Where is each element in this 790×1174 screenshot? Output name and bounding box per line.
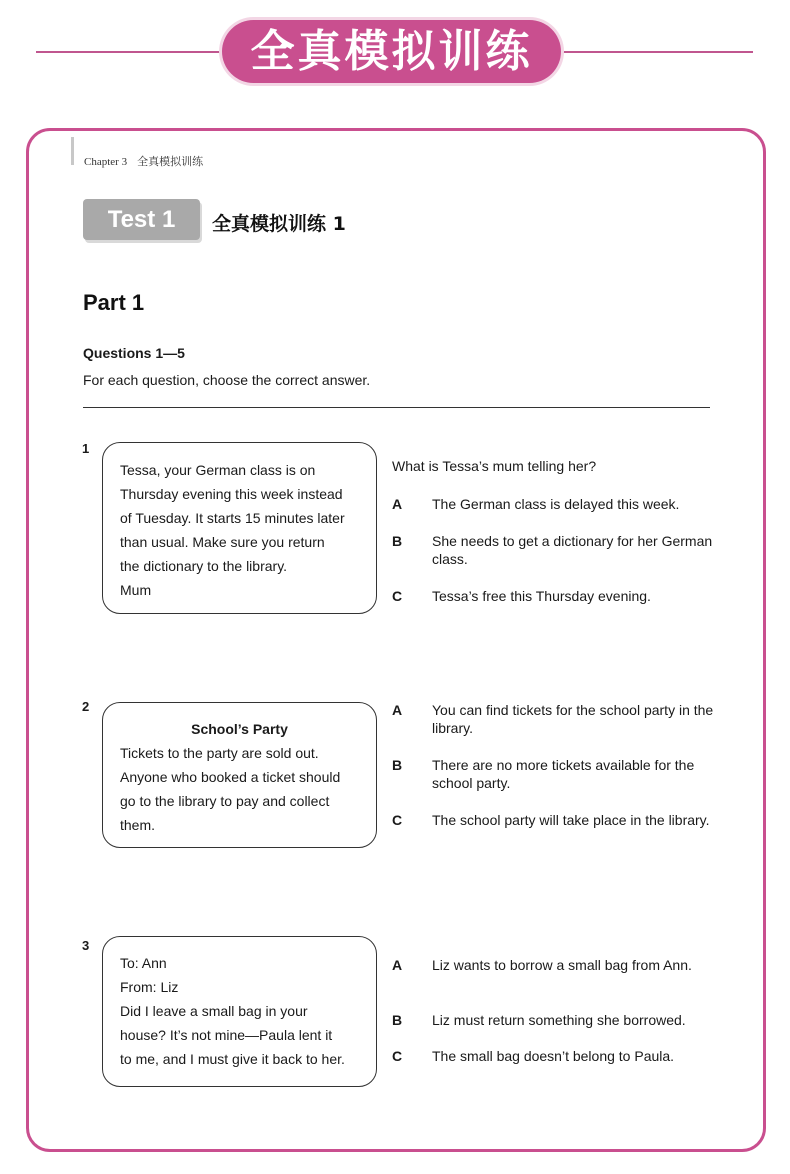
banner-rule-left <box>36 51 236 53</box>
option-text: Liz wants to borrow a small bag from Ann. <box>432 957 692 973</box>
message-line: Did I leave a small bag in your <box>120 1003 308 1019</box>
banner-title: 全真模拟训练 <box>222 20 561 83</box>
question-number: 3 <box>82 938 90 953</box>
message-line: From: Liz <box>120 979 179 995</box>
banner-rule-right <box>555 51 753 53</box>
option-letter: B <box>392 757 403 773</box>
message-line: the dictionary to the library. <box>120 558 288 574</box>
chapter-header <box>84 153 203 169</box>
message-line: of Tuesday. It starts 15 minutes later <box>120 510 345 526</box>
message-line: to me, and I must give it back to her. <box>120 1051 345 1067</box>
message-line: To: Ann <box>120 955 167 971</box>
option-letter: A <box>392 957 403 973</box>
option-text: You can find tickets for the school party in the library. <box>432 702 714 736</box>
option-letter: B <box>392 1012 403 1028</box>
message-line: house? It’s not mine—Paula lent it <box>120 1027 333 1043</box>
message-box <box>102 936 377 1087</box>
message-box <box>102 442 377 614</box>
message-line: Thursday evening this week instead <box>120 486 343 502</box>
option-letter: C <box>392 588 403 604</box>
message-line: Anyone who booked a ticket should <box>120 769 341 785</box>
questions-range: Questions 1—5 <box>83 345 185 361</box>
option-letter: C <box>392 1048 403 1064</box>
question-number: 2 <box>82 699 90 714</box>
option-text: Tessa’s free this Thursday evening. <box>432 588 651 604</box>
option-text: The German class is delayed this week. <box>432 496 680 512</box>
question-number: 1 <box>82 441 90 456</box>
option-letter: C <box>392 812 403 828</box>
instruction: For each question, choose the correct answer. <box>83 372 371 388</box>
test-title: 全真模拟训练 1 <box>212 213 346 235</box>
message-line: go to the library to pay and collect <box>120 793 330 809</box>
part-title: Part 1 <box>83 290 145 315</box>
option-text: Liz must return something she borrowed. <box>432 1012 686 1028</box>
option-text: The school party will take place in the library. <box>432 812 710 828</box>
message-box <box>102 702 377 848</box>
section-divider <box>83 407 710 408</box>
option-text: There are no more tickets available for the school party. <box>432 757 695 791</box>
option-text: She needs to get a dictionary for her German class. <box>432 533 713 567</box>
option-text: The small bag doesn’t belong to Paula. <box>432 1048 675 1064</box>
message-line: Tessa, your German class is on <box>120 462 316 478</box>
question-stem: What is Tessa’s mum telling her? <box>392 458 597 474</box>
message-line: than usual. Make sure you return <box>120 534 325 550</box>
chapter-label: Chapter 3 <box>84 156 128 168</box>
option-letter: B <box>392 533 403 549</box>
message-heading: School’s Party <box>191 721 288 737</box>
message-line: them. <box>120 817 156 833</box>
option-letter: A <box>392 496 403 512</box>
message-line: Tickets to the party are sold out. <box>120 745 319 761</box>
chapter-cn-label: 全真模拟训练 <box>137 155 204 168</box>
message-signature: Mum <box>120 582 152 598</box>
header-bar <box>71 137 74 165</box>
test-badge: Test 1 <box>83 199 200 240</box>
option-letter: A <box>392 702 403 718</box>
